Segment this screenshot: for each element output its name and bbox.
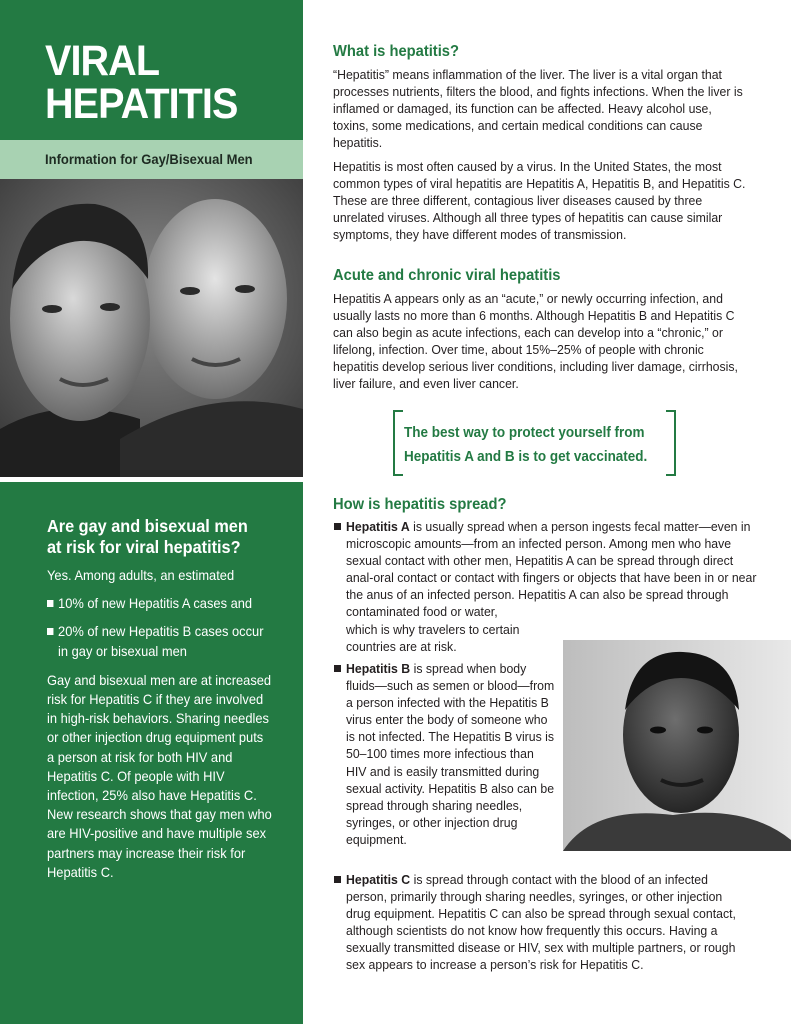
vaccination-callout [393,410,676,476]
hepatitis-a-text-2: which is why travelers to certain countries are at risk. [346,622,520,655]
callout-bracket-left [393,410,403,476]
page-subtitle: Information for Gay/Bisexual Men [45,151,253,167]
bullet-square-icon [334,876,341,883]
bullet-square-icon [334,523,341,530]
portrait-illustration-icon [563,640,791,851]
man-portrait-photo [563,640,791,851]
risk-list [47,594,283,661]
risk-list-item [47,622,270,660]
risk-heading [47,516,289,558]
hepatitis-c-label: Hepatitis C [346,872,411,887]
bullet-square-icon [334,665,341,672]
acute-paragraph: Hepatitis A appears only as an “acute,” or newly occurring infection, and usually lasts no more than 6 months. Although Hepatitis B and Hepatitis C can also begin as acute infections, each can develop into a “chronic,” or lifelong, infection. Over time, about 15%–25% of people with chronic hepatitis develop serious liver conditions, including liver damage, cirrhosis, liver failure, and even liver cancer. [333,291,738,392]
hepatitis-b-label: Hepatitis B [346,661,411,676]
what-paragraph-2: Hepatitis is most often caused by a virus. In the United States, the most common types of viral hepatitis are Hepatitis A, Hepatitis B, and Hepatitis C. These are three different, contagious liver diseases caused by three unrelated viruses. Although all three types of hepatitis can cause similar symptoms, they have different modes of transmission. [333,159,746,243]
subtitle-band [0,140,303,179]
callout-line-1: The best way to protect yourself from [404,425,645,441]
hepatitis-c-body: is spread through contact with the blood of an infected person, primarily through sharing needles, syringes, or other injection drug equipment. Hepatitis C can also be spread through sexual contact, although scientists do not know how frequently this occurs. Having a sexually transmitted disease or HIV, sex with multiple partners, or rough sex appears to increase a person’s risk for Hepatitis C. [346,872,736,973]
risk-intro: Yes. Among adults, an estimated [47,567,235,583]
hepatitis-a-body: is usually spread when a person ingests fecal matter—even in microscopic amounts—from an infected person. Among men who have sexual contact with other men, Hepatitis A can be spread through direct anal-oral contact or contact with fingers or objects that have been in or near the anus of an infected person. Hepatitis A can also be spread through contaminated food or water, [346,519,757,620]
bullet-square-icon [47,600,53,607]
what-heading: What is hepatitis? [333,43,459,60]
page-title [45,37,238,128]
hepatitis-b-body: is spread when body fluids—such as semen or blood—from a person infected with the Hepatitis B virus enter the body of someone who is not infected. The Hepatitis B virus is 50–100 times more infectious than HIV and is easily transmitted during sexual activity. Hepatitis B also can be spread through sharing needles, syringes, or other injection drug equipment. [346,661,555,847]
bullet-square-icon [47,628,53,635]
risk-section [47,516,283,882]
title-line-1: VIRAL [45,37,160,85]
callout-bracket-right [666,410,676,476]
callout-line-2: Hepatitis A and B is to get vaccinated. [404,449,648,465]
risk-item-text: 10% of new Hepatitis A cases and [58,595,253,612]
risk-heading-line-1: Are gay and bisexual men [47,516,248,536]
photo-divider [0,477,303,482]
risk-item-text: 20% of new Hepatitis B cases occur in gay or bisexual men [58,623,264,659]
risk-body: Gay and bisexual men are at increased risk for Hepatitis C if they are involved in high-risk behaviors. Sharing needles or other injection drug equipment puts a person at risk for both HIV and Hepatitis C. Of people with HIV infection, 25% also have Hepatitis C. New research shows that gay men who are HIV-positive and have multiple sex partners may increase their risk for Hepatitis C. [47,671,272,880]
risk-list-wrap [47,594,283,661]
spread-heading: How is hepatitis spread? [333,496,507,513]
risk-list-item [47,594,283,613]
acute-heading: Acute and chronic viral hepatitis [333,267,561,284]
hepatitis-a-text [346,518,759,621]
title-line-2: HEPATITIS [45,80,238,128]
two-men-photo [0,179,303,477]
hepatitis-a-label: Hepatitis A [346,519,410,534]
what-paragraph-1: “Hepatitis” means inflammation of the liver. The liver is a vital organ that processes nutrients, filters the blood, and fights infections. When the liver is inflamed or damaged, its function can be affected. Heavy alcohol use, toxins, some medications, and certain medical conditions can cause hepatitis. [333,67,743,151]
hepatitis-c-text [346,871,740,974]
risk-heading-line-2: at risk for viral hepatitis? [47,537,241,557]
sidebar [0,0,303,1024]
callout-text [404,421,655,469]
photo-illustration-icon [0,179,303,477]
hepatitis-b-text [346,660,557,848]
